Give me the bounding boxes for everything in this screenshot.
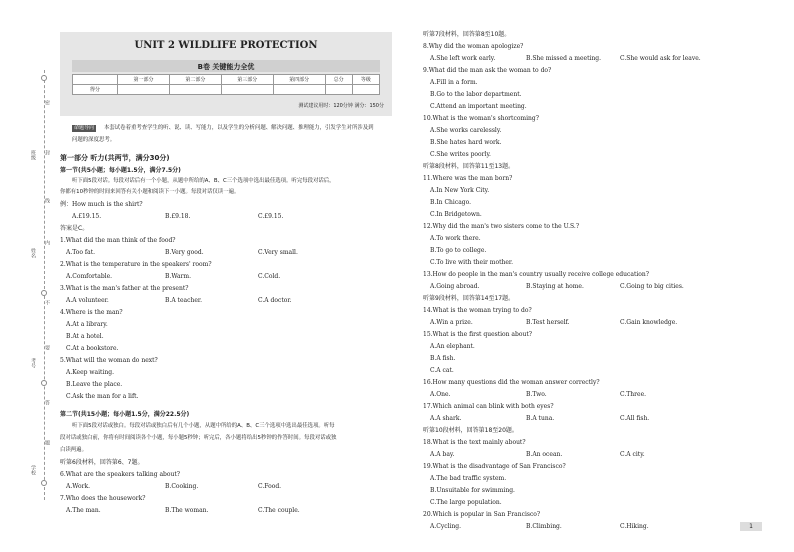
option-a[interactable]: A.At a library. <box>66 321 108 328</box>
seal-char: 密 <box>44 100 50 105</box>
subtitle-bar <box>72 60 380 72</box>
option-a[interactable]: A.Going abroad. <box>430 283 480 290</box>
question-stem: 17.Which animal can blink with both eyes? <box>423 403 554 410</box>
option-c[interactable]: C.Going to big cities. <box>620 283 684 290</box>
example-option: C.£9.15. <box>258 213 284 220</box>
option-a[interactable]: A.Win a prize. <box>430 319 473 326</box>
seal-char: 封 <box>44 150 50 155</box>
option-b[interactable]: B.Staying at home. <box>526 283 584 290</box>
option-a[interactable]: A.Cycling. <box>430 523 462 530</box>
score-input-cell[interactable] <box>273 85 325 95</box>
material-intro: 听第9段材料，回答第14至17题。 <box>423 295 515 302</box>
option-c[interactable]: C.Gain knowledge. <box>620 319 678 326</box>
school-label: 学校 <box>30 465 36 475</box>
option-a[interactable]: A.Work. <box>66 483 91 490</box>
exam-info: 测试建议用时：120分钟 满分：150分 <box>298 103 384 109</box>
material-intro: 听第7段材料，回答第8至10题。 <box>423 31 511 38</box>
score-input-cell[interactable] <box>325 85 352 95</box>
score-input-cell[interactable] <box>169 85 221 95</box>
option-a[interactable]: A.Keep waiting. <box>66 369 114 376</box>
question-stem: 8.Why did the woman apologize? <box>423 43 524 50</box>
question-stem: 5.What will the woman do next? <box>60 357 158 364</box>
option-a[interactable]: A.The bad traffic system. <box>430 475 507 482</box>
option-b[interactable]: B.A tuna. <box>526 415 555 422</box>
option-c[interactable]: C.All fish. <box>620 415 650 422</box>
part1-title: 第一部分 听力(共两节，满分30分) <box>60 154 170 162</box>
option-a[interactable]: A.Too fat. <box>66 249 96 256</box>
section1-title: 第一节(共5小题；每小题1.5分，满分7.5分) <box>60 167 181 174</box>
example-question: 例：How much is the shirt? <box>60 201 143 208</box>
option-a[interactable]: A.Comfortable. <box>66 273 113 280</box>
seal-char: 要 <box>44 345 50 350</box>
option-b[interactable]: B.The woman. <box>165 507 209 514</box>
hole-mark <box>41 380 47 386</box>
option-b[interactable]: B.In Chicago. <box>430 199 472 206</box>
seal-char: 线 <box>44 198 50 203</box>
seal-char: 题 <box>44 440 50 445</box>
question-stem: 20.Which is popular in San Francisco? <box>423 511 541 518</box>
material-intro: 听第6段材料，回答第6、7题。 <box>60 459 144 466</box>
question-stem: 18.What is the text mainly about? <box>423 439 526 446</box>
option-b[interactable]: B.Warm. <box>165 273 192 280</box>
option-b[interactable]: B.Unsuitable for swimming. <box>430 487 515 494</box>
unit-header <box>60 32 392 116</box>
option-b[interactable]: B.At a hotel. <box>66 333 104 340</box>
score-table-cell: 等级 <box>352 75 379 85</box>
question-stem: 19.What is the disadvantage of San Francisco? <box>423 463 566 470</box>
score-table-cell <box>73 75 118 85</box>
option-a[interactable]: A.Fill in a form. <box>430 79 478 86</box>
option-a[interactable]: A.To work there. <box>430 235 481 242</box>
option-b[interactable]: B.She missed a meeting. <box>526 55 602 62</box>
score-row-label: 得分 <box>73 85 118 95</box>
unit-title: UNIT 2 WILDLIFE PROTECTION <box>134 40 318 51</box>
score-table-cell: 第二部分 <box>169 75 221 85</box>
score-input-cell[interactable] <box>352 85 379 95</box>
option-a[interactable]: A.She works carelessly. <box>430 127 502 134</box>
material-intro: 听第8段材料，回答第11至13题。 <box>423 163 515 170</box>
score-input-cell[interactable] <box>221 85 273 95</box>
material-intro: 听第10段材料，回答第18至20题。 <box>423 427 518 434</box>
option-b[interactable]: B.To go to college. <box>430 247 487 254</box>
hole-mark <box>41 75 47 81</box>
option-b[interactable]: B.Two. <box>526 391 547 398</box>
option-c[interactable]: C.Hiking. <box>620 523 649 530</box>
option-c[interactable]: C.A cat. <box>430 367 454 374</box>
section2-instruction: 白读两遍。 <box>60 447 87 453</box>
score-input-cell[interactable] <box>118 85 170 95</box>
option-b[interactable]: B.A fish. <box>430 355 456 362</box>
section2-instruction: 听下面5段对话或独白。每段对话或独白后有几个小题，从题中所给的A、B、C三个选项中选出最佳选项。听每 <box>72 423 335 429</box>
question-stem: 4.Where is the man? <box>60 309 123 316</box>
option-a[interactable]: A.The man. <box>66 507 101 514</box>
option-c[interactable]: C.In Bridgetown. <box>430 211 482 218</box>
class-label: 班级 <box>30 150 36 160</box>
option-b[interactable]: B.She hates hard work. <box>430 139 502 146</box>
option-c[interactable]: C.Attend an important meeting. <box>430 103 527 110</box>
option-c[interactable]: C.To live with their mother. <box>430 259 514 266</box>
score-table-header-row <box>73 75 380 85</box>
option-b[interactable]: B.Test herself. <box>526 319 570 326</box>
option-c[interactable]: C.Food. <box>258 483 282 490</box>
question-stem: 14.What is the woman trying to do? <box>423 307 532 314</box>
example-option: B.£9.18. <box>165 213 191 220</box>
example-option: A.£19.15. <box>72 213 102 220</box>
paper-subtitle: B卷 关键能力全优 <box>197 63 255 71</box>
question-stem: 2.What is the temperature in the speakers' room? <box>60 261 212 268</box>
question-stem: 11.Where was the man born? <box>423 175 513 182</box>
score-table-cell: 总分 <box>325 75 352 85</box>
option-a[interactable]: A.A volunteer. <box>66 297 109 304</box>
question-stem: 1.What did the man think of the food? <box>60 237 176 244</box>
question-stem: 6.What are the speakers talking about? <box>60 471 180 478</box>
section1-instruction: 听下面5段对话。每段对话后有一个小题，从题中所给的A、B、C三个选项中选出最佳选项。听完每段对话后， <box>72 178 335 184</box>
score-table-cell: 第四部分 <box>273 75 325 85</box>
option-b[interactable]: B.Very good. <box>165 249 204 256</box>
option-c[interactable]: C.The large population. <box>430 499 502 506</box>
score-table-score-row <box>73 85 380 95</box>
option-c[interactable]: C.The couple. <box>258 507 300 514</box>
hole-mark <box>41 290 47 296</box>
page-number: 1 <box>740 522 762 531</box>
question-stem: 13.How do people in the man's country usually receive college education? <box>423 271 649 278</box>
seal-line <box>44 70 45 500</box>
question-stem: 16.How many questions did the woman answer correctly? <box>423 379 600 386</box>
option-b[interactable]: B.Leave the place. <box>66 381 123 388</box>
option-b[interactable]: B.An ocean. <box>526 451 563 458</box>
score-table-cell: 第三部分 <box>221 75 273 85</box>
question-stem: 9.What did the man ask the woman to do? <box>423 67 552 74</box>
intro-line: 本套试卷着重考查学生的听、说、读、写能力，以及学生的分析问题、解决问题、推理能力，引发学生对所涉及到 <box>104 125 374 131</box>
question-stem: 15.What is the first question about? <box>423 331 532 338</box>
score-table <box>72 74 380 95</box>
option-b[interactable]: B.A teacher. <box>165 297 202 304</box>
option-c[interactable]: C.Very small. <box>258 249 298 256</box>
seal-char: 答 <box>44 400 50 405</box>
hole-mark <box>41 480 47 486</box>
option-a[interactable]: A.In New York City. <box>430 187 490 194</box>
option-c[interactable]: C.She writes poorly. <box>430 151 491 158</box>
option-a[interactable]: A.A shark. <box>430 415 462 422</box>
question-stem: 12.Why did the man's two sisters come to the U.S.? <box>423 223 580 230</box>
binding-margin <box>0 0 54 552</box>
section2-instruction: 段对话或独白前，你将有时间阅读各个小题，每小题5秒钟；听完后，各小题将给出5秒钟的作答时间。每段对话或独 <box>60 435 337 441</box>
question-stem: 3.What is the man's father at the present? <box>60 285 189 292</box>
name-label: 姓名 <box>30 248 36 258</box>
question-stem: 7.Who does the housework? <box>60 495 146 502</box>
option-a[interactable]: A.An elephant. <box>430 343 475 350</box>
section2-title: 第二节(共15小题；每小题1.5分，满分22.5分) <box>60 411 190 418</box>
option-c[interactable]: C.At a bookstore. <box>66 345 119 352</box>
exam-number-label: 考号 <box>30 358 36 368</box>
score-table-cell: 第一部分 <box>118 75 170 85</box>
seal-char: 内 <box>44 240 50 245</box>
option-b[interactable]: B.Climbing. <box>526 523 562 530</box>
section1-instruction: 你都有10秒钟的时间来回答有关小题和阅读下一小题。每段对话仅读一遍。 <box>60 189 240 195</box>
option-c[interactable]: C.A city. <box>620 451 645 458</box>
option-a[interactable]: A.One. <box>430 391 451 398</box>
intro-line: 问题的深度思考。 <box>72 137 116 143</box>
option-c[interactable]: C.A doctor. <box>258 297 292 304</box>
option-b[interactable]: B.Cooking. <box>165 483 199 490</box>
question-stem: 10.What is the woman's shortcoming? <box>423 115 539 122</box>
example-answer: 答案是C。 <box>60 225 89 232</box>
intro-tag: 命题导向 <box>74 125 95 131</box>
option-c[interactable]: C.Three. <box>620 391 647 398</box>
option-c[interactable]: C.She would ask for leave. <box>620 55 701 62</box>
option-b[interactable]: B.Go to the labor department. <box>430 91 522 98</box>
option-c[interactable]: C.Ask the man for a lift. <box>66 393 139 400</box>
option-a[interactable]: A.She left work early. <box>430 55 496 62</box>
seal-char: 不 <box>44 300 50 305</box>
option-a[interactable]: A.A bay. <box>430 451 455 458</box>
option-c[interactable]: C.Cold. <box>258 273 281 280</box>
